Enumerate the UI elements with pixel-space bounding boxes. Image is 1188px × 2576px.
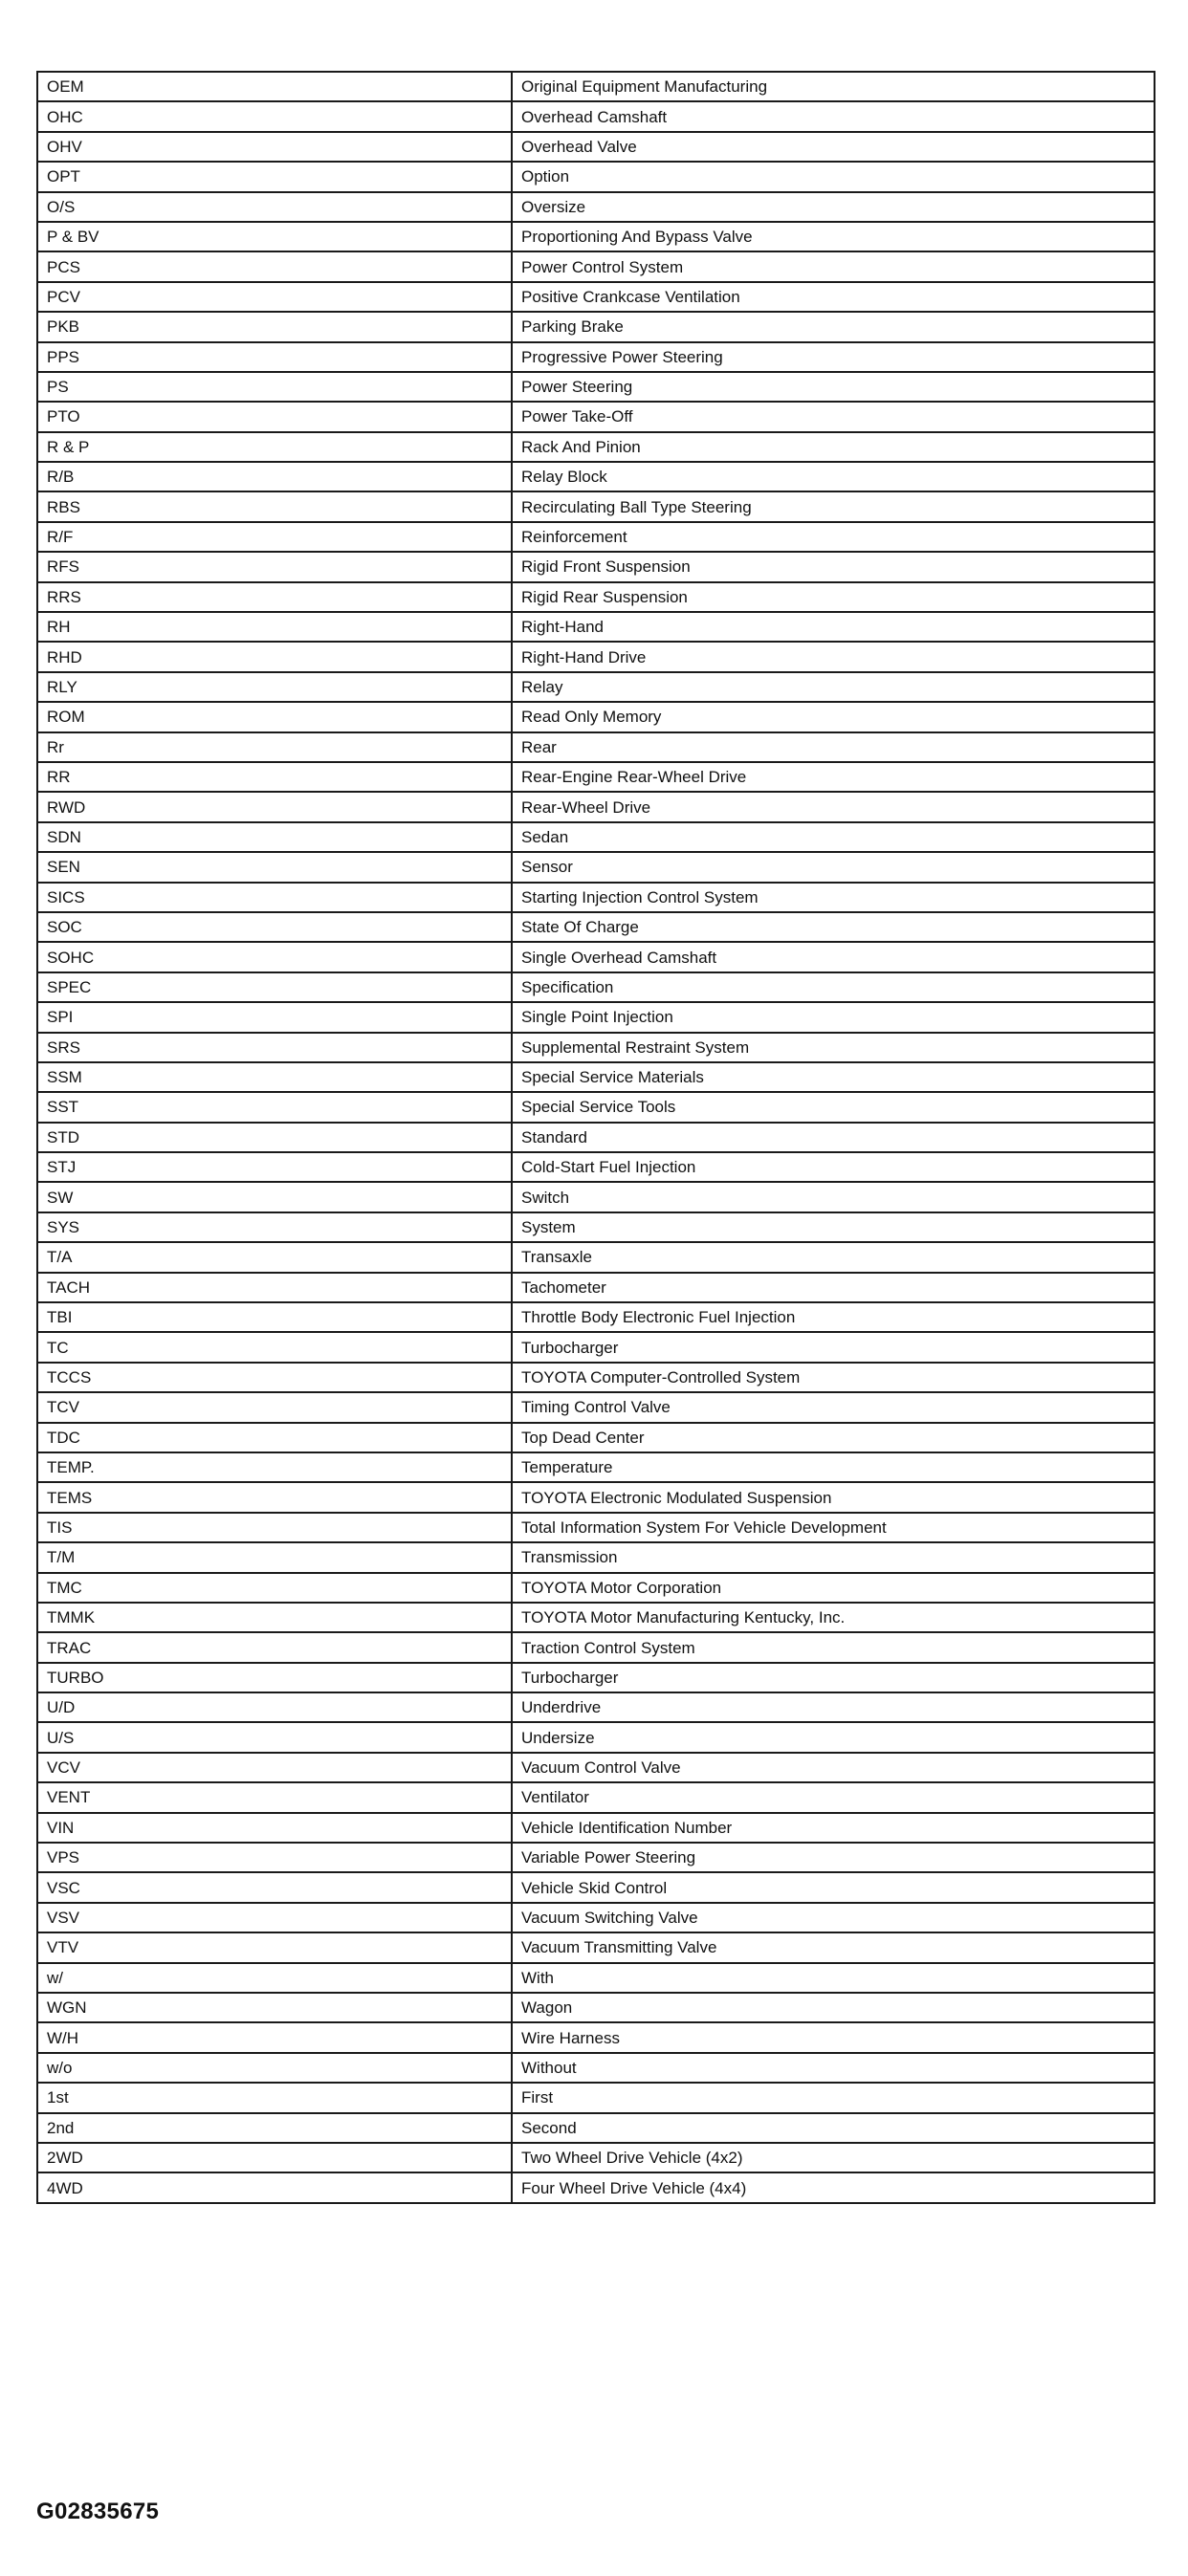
abbreviation-cell: VSV [37,1903,512,1932]
meaning-cell: Recirculating Ball Type Steering [512,491,1155,521]
abbreviation-cell: W/H [37,2022,512,2052]
table-row [37,1573,1155,1603]
abbreviation-cell: 1st [37,2083,512,2112]
table-row [37,2143,1155,2172]
abbreviation-cell: TMC [37,1573,512,1603]
abbreviation-cell: SRS [37,1033,512,1062]
meaning-cell: Supplemental Restraint System [512,1033,1155,1062]
table-row [37,1753,1155,1782]
table-row [37,1993,1155,2022]
abbreviation-cell: OPT [37,162,512,191]
meaning-cell: TOYOTA Motor Corporation [512,1573,1155,1603]
meaning-cell: Sensor [512,852,1155,882]
table-row [37,342,1155,372]
table-row [37,491,1155,521]
abbreviation-cell: SEN [37,852,512,882]
table-row [37,1452,1155,1482]
table-row [37,1423,1155,1452]
table-row [37,101,1155,131]
meaning-cell: Transaxle [512,1242,1155,1272]
meaning-cell: Reinforcement [512,522,1155,552]
table-row [37,132,1155,162]
abbreviation-cell: ROM [37,702,512,731]
abbreviation-cell: R/F [37,522,512,552]
meaning-cell: Turbocharger [512,1332,1155,1362]
table-row [37,1332,1155,1362]
table-row [37,462,1155,491]
meaning-cell: TOYOTA Computer-Controlled System [512,1363,1155,1392]
abbreviation-cell: SSM [37,1062,512,1092]
abbreviation-cell: TC [37,1332,512,1362]
abbreviation-cell: PTO [37,402,512,431]
meaning-cell: Top Dead Center [512,1423,1155,1452]
table-row [37,312,1155,341]
abbreviation-cell: VENT [37,1782,512,1812]
abbreviation-cell: PKB [37,312,512,341]
abbreviation-table [36,71,1155,2204]
table-row [37,1182,1155,1212]
table-row [37,72,1155,101]
abbreviation-cell: P & BV [37,222,512,251]
table-row [37,1542,1155,1572]
abbreviation-cell: PS [37,372,512,402]
table-row [37,162,1155,191]
meaning-cell: Sedan [512,822,1155,852]
meaning-cell: Single Point Injection [512,1002,1155,1032]
table-row [37,732,1155,762]
meaning-cell: Wire Harness [512,2022,1155,2052]
meaning-cell: Transmission [512,1542,1155,1572]
meaning-cell: Overhead Valve [512,132,1155,162]
table-row [37,1033,1155,1062]
meaning-cell: TOYOTA Motor Manufacturing Kentucky, Inc. [512,1603,1155,1632]
table-row [37,2022,1155,2052]
table-row [37,762,1155,792]
table-row [37,822,1155,852]
meaning-cell: Specification [512,972,1155,1002]
abbreviation-cell: OHV [37,132,512,162]
table-row [37,2053,1155,2083]
meaning-cell: TOYOTA Electronic Modulated Suspension [512,1482,1155,1512]
meaning-cell: Undersize [512,1722,1155,1752]
abbreviation-cell: T/M [37,1542,512,1572]
table-row [37,1843,1155,1872]
meaning-cell: Traction Control System [512,1632,1155,1662]
abbreviation-cell: PPS [37,342,512,372]
abbreviation-cell: 2nd [37,2113,512,2143]
meaning-cell: System [512,1212,1155,1242]
meaning-cell: Starting Injection Control System [512,883,1155,912]
meaning-cell: Standard [512,1123,1155,1152]
table-row [37,582,1155,612]
abbreviation-cell: TACH [37,1273,512,1302]
table-row [37,702,1155,731]
table-row [37,1692,1155,1722]
meaning-cell: Four Wheel Drive Vehicle (4x4) [512,2172,1155,2202]
table-row [37,1212,1155,1242]
abbreviation-cell: WGN [37,1993,512,2022]
table-row [37,1152,1155,1182]
abbreviation-cell: U/S [37,1722,512,1752]
meaning-cell: Special Service Materials [512,1062,1155,1092]
abbreviation-cell: STJ [37,1152,512,1182]
abbreviation-cell: Rr [37,732,512,762]
table-row [37,912,1155,942]
abbreviation-cell: SPEC [37,972,512,1002]
abbreviation-cell: w/ [37,1963,512,1993]
meaning-cell: Relay Block [512,462,1155,491]
meaning-cell: Original Equipment Manufacturing [512,72,1155,101]
abbreviation-cell: TEMS [37,1482,512,1512]
abbreviation-cell: TURBO [37,1663,512,1692]
meaning-cell: Overhead Camshaft [512,101,1155,131]
abbreviation-cell: VSC [37,1872,512,1902]
table-row [37,942,1155,971]
abbreviation-cell: SICS [37,883,512,912]
abbreviation-cell: SOC [37,912,512,942]
abbreviation-cell: w/o [37,2053,512,2083]
table-row [37,1963,1155,1993]
meaning-cell: State Of Charge [512,912,1155,942]
abbreviation-cell: 2WD [37,2143,512,2172]
table-row [37,1813,1155,1843]
abbreviation-cell: SST [37,1092,512,1122]
abbreviation-cell: TIS [37,1513,512,1542]
meaning-cell: Oversize [512,192,1155,222]
meaning-cell: Right-Hand Drive [512,642,1155,671]
meaning-cell: Without [512,2053,1155,2083]
table-row [37,522,1155,552]
abbreviation-cell: 4WD [37,2172,512,2202]
abbreviation-cell: OHC [37,101,512,131]
meaning-cell: Underdrive [512,1692,1155,1722]
abbreviation-cell: TBI [37,1302,512,1332]
table-row [37,282,1155,312]
table-row [37,1092,1155,1122]
table-row [37,642,1155,671]
abbreviation-cell: SDN [37,822,512,852]
abbreviation-cell: STD [37,1123,512,1152]
table-row [37,1782,1155,1812]
table-row [37,372,1155,402]
meaning-cell: Temperature [512,1452,1155,1482]
abbreviation-cell: SPI [37,1002,512,1032]
meaning-cell: Cold-Start Fuel Injection [512,1152,1155,1182]
abbreviation-cell: RFS [37,552,512,581]
abbreviation-cell: U/D [37,1692,512,1722]
table-row [37,432,1155,462]
table-row [37,402,1155,431]
abbreviation-cell: RH [37,612,512,642]
meaning-cell: Vehicle Skid Control [512,1872,1155,1902]
table-row [37,1722,1155,1752]
meaning-cell: Vacuum Switching Valve [512,1903,1155,1932]
table-row [37,2113,1155,2143]
meaning-cell: Timing Control Valve [512,1392,1155,1422]
meaning-cell: Proportioning And Bypass Valve [512,222,1155,251]
meaning-cell: Rack And Pinion [512,432,1155,462]
meaning-cell: Rigid Front Suspension [512,552,1155,581]
abbreviation-cell: RBS [37,491,512,521]
table-row [37,672,1155,702]
abbreviation-cell: R & P [37,432,512,462]
table-row [37,1603,1155,1632]
table-row [37,1872,1155,1902]
meaning-cell: Relay [512,672,1155,702]
abbreviation-cell: RWD [37,792,512,821]
meaning-cell: Power Steering [512,372,1155,402]
abbreviation-cell: OEM [37,72,512,101]
abbreviation-cell: O/S [37,192,512,222]
abbreviation-cell: SW [37,1182,512,1212]
table-row [37,251,1155,281]
abbreviation-cell: PCV [37,282,512,312]
table-row [37,552,1155,581]
meaning-cell: Total Information System For Vehicle Development [512,1513,1155,1542]
meaning-cell: Option [512,162,1155,191]
abbreviation-cell: RLY [37,672,512,702]
table-row [37,1062,1155,1092]
table-row [37,2172,1155,2202]
abbreviation-cell: RR [37,762,512,792]
abbreviation-table-body [37,72,1155,2203]
table-row [37,972,1155,1002]
abbreviation-cell: T/A [37,1242,512,1272]
table-row [37,1123,1155,1152]
meaning-cell: Two Wheel Drive Vehicle (4x2) [512,2143,1155,2172]
meaning-cell: Positive Crankcase Ventilation [512,282,1155,312]
abbreviation-cell: TCCS [37,1363,512,1392]
table-row [37,222,1155,251]
meaning-cell: Right-Hand [512,612,1155,642]
meaning-cell: Rear-Wheel Drive [512,792,1155,821]
meaning-cell: Power Control System [512,251,1155,281]
table-row [37,1002,1155,1032]
table-row [37,1482,1155,1512]
meaning-cell: Power Take-Off [512,402,1155,431]
figure-id: G02835675 [36,2499,160,2524]
meaning-cell: First [512,2083,1155,2112]
abbreviation-cell: TRAC [37,1632,512,1662]
abbreviation-cell: TCV [37,1392,512,1422]
meaning-cell: Tachometer [512,1273,1155,1302]
abbreviation-cell: VTV [37,1932,512,1962]
meaning-cell: Turbocharger [512,1663,1155,1692]
abbreviation-cell: VPS [37,1843,512,1872]
abbreviation-cell: RHD [37,642,512,671]
table-row [37,1632,1155,1662]
abbreviation-cell: TDC [37,1423,512,1452]
table-row [37,192,1155,222]
meaning-cell: Single Overhead Camshaft [512,942,1155,971]
table-row [37,1302,1155,1332]
meaning-cell: Switch [512,1182,1155,1212]
abbreviation-cell: PCS [37,251,512,281]
abbreviation-cell: RRS [37,582,512,612]
abbreviation-cell: R/B [37,462,512,491]
meaning-cell: Progressive Power Steering [512,342,1155,372]
table-row [37,1903,1155,1932]
meaning-cell: Rear [512,732,1155,762]
meaning-cell: Parking Brake [512,312,1155,341]
abbreviation-cell: TMMK [37,1603,512,1632]
meaning-cell: Rear-Engine Rear-Wheel Drive [512,762,1155,792]
table-row [37,1242,1155,1272]
meaning-cell: With [512,1963,1155,1993]
meaning-cell: Second [512,2113,1155,2143]
meaning-cell: Read Only Memory [512,702,1155,731]
table-row [37,883,1155,912]
meaning-cell: Throttle Body Electronic Fuel Injection [512,1302,1155,1332]
abbreviation-cell: VIN [37,1813,512,1843]
table-row [37,1513,1155,1542]
table-row [37,1273,1155,1302]
meaning-cell: Vehicle Identification Number [512,1813,1155,1843]
table-row [37,1663,1155,1692]
table-row [37,2083,1155,2112]
meaning-cell: Special Service Tools [512,1092,1155,1122]
table-row [37,1392,1155,1422]
table-row [37,612,1155,642]
abbreviation-cell: SYS [37,1212,512,1242]
meaning-cell: Ventilator [512,1782,1155,1812]
meaning-cell: Vacuum Control Valve [512,1753,1155,1782]
meaning-cell: Rigid Rear Suspension [512,582,1155,612]
meaning-cell: Vacuum Transmitting Valve [512,1932,1155,1962]
table-row [37,1932,1155,1962]
table-row [37,1363,1155,1392]
abbreviation-cell: VCV [37,1753,512,1782]
abbreviation-cell: TEMP. [37,1452,512,1482]
meaning-cell: Wagon [512,1993,1155,2022]
abbreviation-cell: SOHC [37,942,512,971]
table-row [37,852,1155,882]
meaning-cell: Variable Power Steering [512,1843,1155,1872]
table-row [37,792,1155,821]
